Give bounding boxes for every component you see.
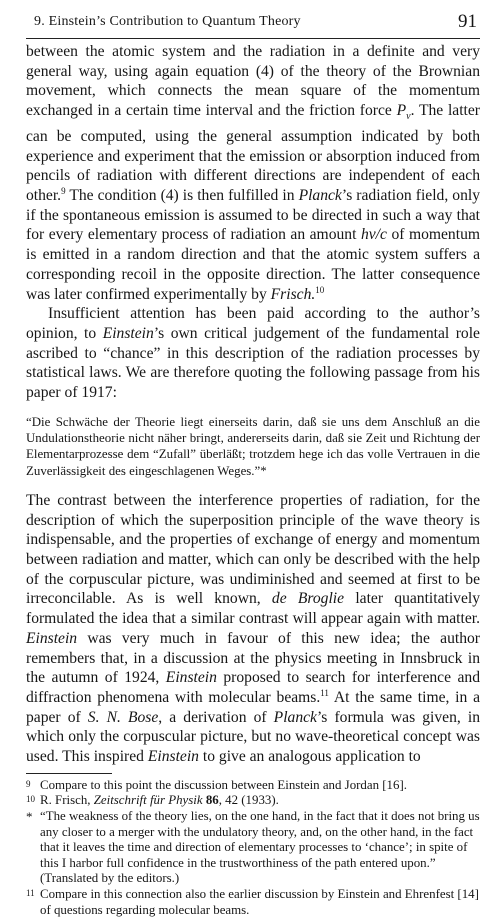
page-number: 91 xyxy=(458,11,477,32)
text-run: At the same time, in a paper of xyxy=(26,688,480,726)
name-de-broglie: de Broglie xyxy=(271,590,345,608)
footnote-divider xyxy=(26,773,112,774)
footnote-text: , 42 (1933). xyxy=(218,793,279,808)
name-planck: Planck xyxy=(298,187,342,205)
paragraph-1 xyxy=(26,42,480,304)
footnote-mark: * xyxy=(26,808,33,824)
footnote-text: R. Frisch, xyxy=(40,793,94,808)
footnote-text: “The weakness of the theory lies, on the one hand, in the fact that it does not bring us any closer to a merger with the undulatory theory, and, on the other hand, in the fact that it leaves the time and direction of elementary processes to ‘chance’; in spite of this I harbor full confidence in the trustworthiness of the path entered upon.” (Translated by the editors.) xyxy=(40,808,480,886)
footnote-star xyxy=(26,809,480,887)
text-run: to give an analogous application to xyxy=(198,748,421,766)
friction-force-symbol: $P_v$ xyxy=(396,102,411,123)
footnote-text: Compare in this connection also the earlier discussion by Einstein and Ehrenfest [14] of questions regarding molecular beams. xyxy=(40,886,479,917)
text-run: proposed to search for interference and diffraction phenomena with molecular beams. xyxy=(26,669,480,706)
text-run: ’s radiation field, only if the spontaneous emission is assumed to be directed in such a way that for every elementary process of radiation an amount xyxy=(26,187,481,244)
footnotes xyxy=(26,778,480,918)
footnote-ref-10[interactable]: 10 xyxy=(315,284,325,295)
journal-volume: 86 xyxy=(205,793,219,808)
name-einstein: Einstein xyxy=(26,629,78,647)
name-einstein: Einstein xyxy=(147,748,199,766)
footnote-ref-11[interactable]: 11 xyxy=(320,687,329,698)
text-run: between the atomic system and the radiation in a definite and very general way, using again equation (4) of the theory of the Brownian movement, which connects the mean square of the momentum exchanged in a certain time interval and the friction force xyxy=(26,43,480,120)
footnote-ref-9[interactable]: 9 xyxy=(61,186,66,197)
text-run: Insufficient attention has been paid according to the author’s opinion, to xyxy=(26,305,480,342)
name-frisch: Frisch. xyxy=(270,285,316,303)
text-run: of momentum is emitted in a random direction and that the atomic system suffers a corresponding recoil in the opposite direction. The latter consequence was later confirmed experimentally by xyxy=(26,226,480,303)
footnote-mark: 11 xyxy=(26,887,35,898)
name-einstein: Einstein xyxy=(102,324,154,342)
footnote-9 xyxy=(26,778,480,794)
text-run: ’s own critical judgement of the fundamental role ascribed to “chance” in this description of the radiation processes by statistical laws. We are therefore quoting the following passage from his paper of 1917: xyxy=(26,324,480,402)
footnote-text: Compare to this point the discussion between Einstein and Jordan [16]. xyxy=(40,777,407,792)
journal-title: Zeitschrift für Physik xyxy=(93,793,203,808)
paragraph-2 xyxy=(26,304,480,403)
quote-text: “Die Schwäche der Theorie liegt einerseits darin, daß sie uns dem Anschluß an die Undulationstheorie nicht näher bringt, andererseits darin, daß sie Zeit und Richtung der Elementarprozesse dem “Zufall” überläßt; trotzdem hege ich das volle Vertrauen in die Zuverlässigkeit des eingeschlagenen Weges.” xyxy=(26,414,480,478)
footnote-11 xyxy=(26,887,480,918)
footnote-ref-star[interactable]: * xyxy=(260,463,267,478)
paragraph-3 xyxy=(26,491,480,767)
name-planck: Planck xyxy=(273,708,317,726)
text-run: The contrast between the interference properties of radiation, for the description of which the superposition principle of the wave theory is indispensable, and the properties of exchange of energy and momentum between radiation and matter, which can only be described with the help of the corpuscular picture, was undiminished and seemed at first to be irreconcilable. As is well known, xyxy=(26,491,480,608)
name-bose: S. N. Bose xyxy=(87,708,159,726)
text-run: was very much in favour of this new idea; the author remembers that, in a discussion at the physics meeting in Innsbruck in the autumn of 1924, xyxy=(26,629,480,687)
running-title: 9. Einstein’s Contribution to Quantum Theory xyxy=(34,14,301,29)
momentum-formula: hv/c xyxy=(360,226,387,244)
text-run: later quantitatively formulated the idea that a similar contrast will appear again with matter. xyxy=(26,590,481,628)
footnote-mark: 10 xyxy=(26,794,35,805)
text-run: ’s formula was given, in which only the corpuscular picture, but no wave-theoretical concept was used. This inspired xyxy=(26,708,481,766)
text-run: The condition (4) is then fulfilled in xyxy=(65,187,299,205)
text-run: , a derivation of xyxy=(158,708,274,726)
block-quote xyxy=(26,414,480,479)
footnote-mark: 9 xyxy=(26,778,31,789)
footnote-10 xyxy=(26,793,480,809)
text-run: . The latter can be computed, using the general assumption indicated by both experience and experiment that the emission or absorption induced from pencils of radiation with different directions are independent of each other. xyxy=(26,102,480,205)
running-header xyxy=(26,11,480,39)
name-einstein: Einstein xyxy=(165,669,217,687)
